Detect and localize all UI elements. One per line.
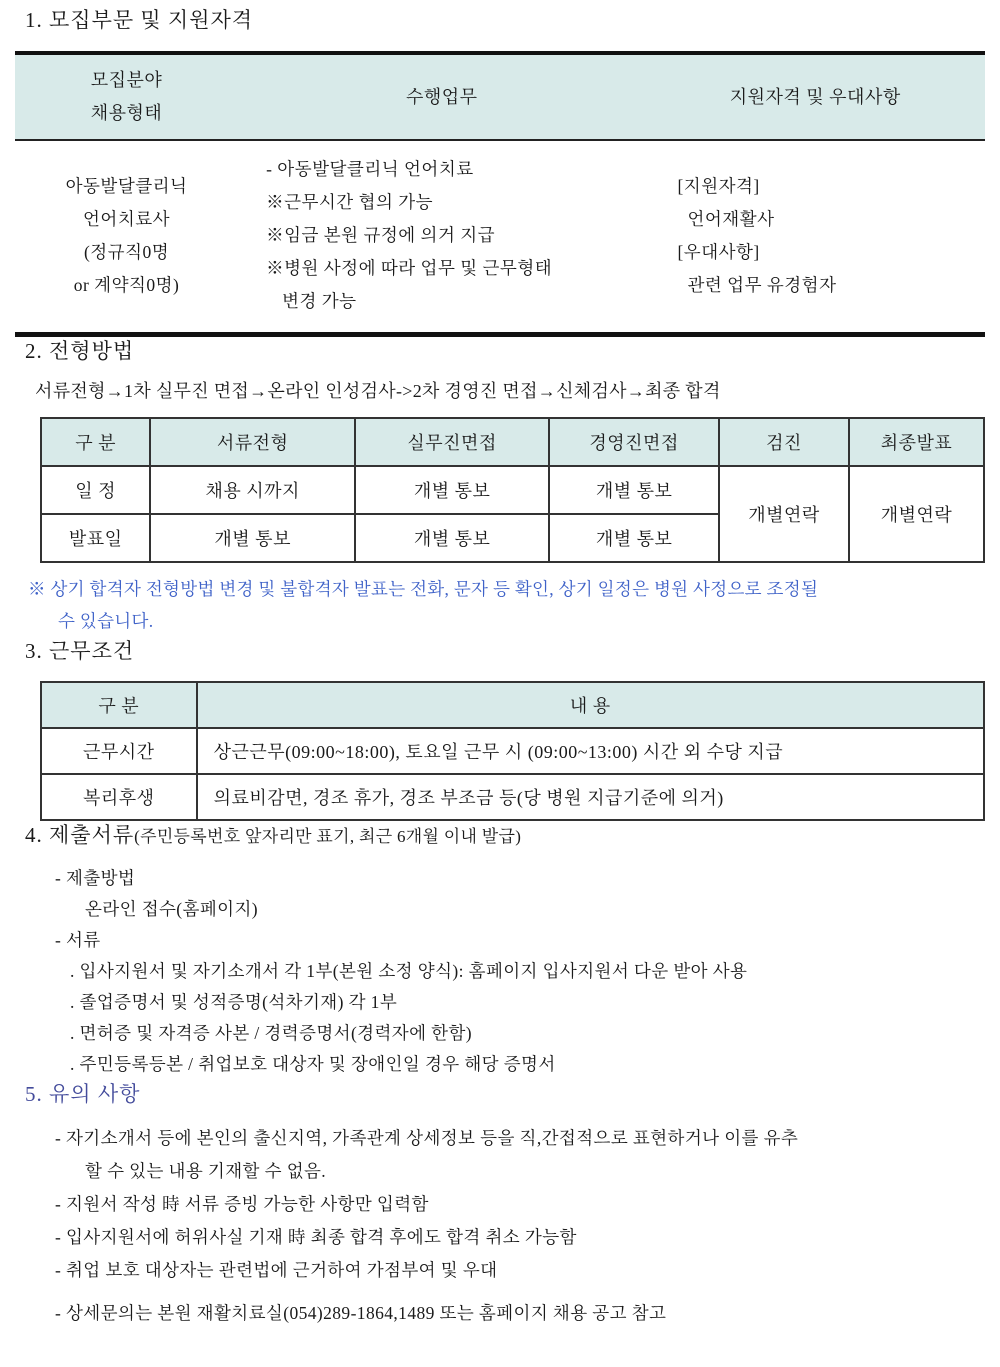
cell-line: 관련 업무 유경험자 bbox=[687, 274, 837, 295]
list-item: 온라인 접수(홈페이지) bbox=[85, 899, 258, 919]
cell-line: or 계약직0명) bbox=[73, 274, 180, 295]
list-item: - 상세문의는 본원 재활치료실(054)289-1864,1489 또는 홈페이지 채용 공고 참고 bbox=[55, 1303, 667, 1323]
col-header-content: 내 용 bbox=[197, 682, 984, 728]
header-line: 모집분야 bbox=[90, 70, 163, 90]
list-item: - 입사지원서에 허위사실 기재 時 최종 합격 후에도 합격 취소 가능함 bbox=[55, 1227, 577, 1247]
col-header-final-announcement: 최종발표 bbox=[849, 418, 984, 466]
section5-title: 5. 유의 사항 bbox=[25, 1082, 141, 1106]
list-item: . 졸업증명서 및 성적증명(석차기재) 각 1부 bbox=[70, 992, 398, 1012]
list-item: . 주민등록등본 / 취업보호 대상자 및 장애인일 경우 해당 증명서 bbox=[70, 1054, 556, 1074]
notes-list bbox=[0, 1122, 1000, 1330]
list-item: - 서류 bbox=[55, 930, 101, 950]
schedule-cell: 개별 통보 bbox=[549, 514, 719, 562]
schedule-cell: 개별 통보 bbox=[150, 514, 355, 562]
selection-schedule-table bbox=[40, 417, 985, 563]
list-item: - 취업 보호 대상자는 관련법에 근거하여 가점부여 및 우대 bbox=[55, 1260, 498, 1280]
schedule-cell-merged-checkup: 개별연락 bbox=[719, 466, 849, 562]
submission-documents-list bbox=[0, 863, 1000, 1080]
table-row-schedule bbox=[41, 466, 984, 514]
cell-line: ※병원 사정에 따라 업무 및 근무형태 bbox=[266, 258, 553, 278]
cell-line: [우대사항] bbox=[677, 241, 760, 262]
condition-label: 근무시간 bbox=[41, 728, 197, 774]
table-row-working-hours bbox=[41, 728, 984, 774]
cell-line: 언어재활사 bbox=[687, 208, 775, 229]
list-item: - 제출방법 bbox=[55, 868, 136, 888]
col-header-document-screening: 서류전형 bbox=[150, 418, 355, 466]
section3-title: 3. 근무조건 bbox=[25, 639, 135, 663]
list-item-wrap: 할 수 있는 내용 기재할 수 없음. bbox=[85, 1161, 327, 1181]
cell-duties bbox=[238, 140, 645, 335]
col-header-qualifications: 지원자격 및 우대사항 bbox=[645, 53, 985, 140]
list-item: . 면허증 및 자격증 사본 / 경력증명서(경력자에 한함) bbox=[70, 1023, 473, 1043]
table-header-row bbox=[41, 682, 984, 728]
table-row bbox=[15, 140, 985, 335]
section4-title-paren: (주민등록번호 앞자리만 표기, 최근 6개월 이내 발급) bbox=[134, 827, 522, 846]
header-line: 채용형태 bbox=[90, 103, 163, 123]
schedule-note bbox=[28, 573, 1000, 637]
list-item: - 자기소개서 등에 본인의 출신지역, 가족관계 상세정보 등을 직,간접적으로 표현하거나 이를 유추 bbox=[55, 1128, 799, 1148]
cell-line: ※임금 본원 규정에 의거 지급 bbox=[266, 225, 496, 245]
cell-line: [지원자격] bbox=[677, 175, 760, 196]
condition-content: 의료비감면, 경조 휴가, 경조 부조금 등(당 병원 지급기준에 의거) bbox=[197, 774, 984, 820]
col-header-category: 구 분 bbox=[41, 682, 197, 728]
cell-line: - 아동발달클리닉 언어치료 bbox=[266, 159, 474, 179]
schedule-cell: 개별 통보 bbox=[355, 514, 549, 562]
section2-title: 2. 전형방법 bbox=[25, 339, 135, 363]
col-header-category: 구 분 bbox=[41, 418, 150, 466]
list-item: . 입사지원서 및 자기소개서 각 1부(본원 소정 양식): 홈페이지 입사지원서 다운 받아 사용 bbox=[70, 961, 748, 981]
list-item: - 지원서 작성 時 서류 증빙 가능한 사항만 입력함 bbox=[55, 1194, 429, 1214]
table-header-row bbox=[15, 53, 985, 140]
condition-content: 상근근무(09:00~18:00), 토요일 근무 시 (09:00~13:00) 시간 외 수당 지급 bbox=[197, 728, 984, 774]
cell-qualifications bbox=[645, 140, 985, 335]
section4-title-main: 4. 제출서류 bbox=[25, 823, 135, 847]
col-header-recruit-field bbox=[15, 53, 238, 140]
col-header-staff-interview: 실무진면접 bbox=[355, 418, 549, 466]
cell-line: 변경 가능 bbox=[282, 291, 357, 311]
condition-label: 복리후생 bbox=[41, 774, 197, 820]
cell-recruit-field bbox=[15, 140, 238, 335]
col-header-checkup: 검진 bbox=[719, 418, 849, 466]
schedule-cell: 발표일 bbox=[41, 514, 150, 562]
col-header-duties: 수행업무 bbox=[238, 53, 645, 140]
col-header-executive-interview: 경영진면접 bbox=[549, 418, 719, 466]
note-line: ※ 상기 합격자 전형방법 변경 및 불합격자 발표는 전화, 문자 등 확인, 상기 일정은 병원 사정으로 조정될 bbox=[28, 579, 819, 599]
section4-title bbox=[25, 821, 1000, 851]
cell-line: (정규직0명 bbox=[83, 241, 170, 262]
schedule-cell-merged-final: 개별연락 bbox=[849, 466, 984, 562]
table-header-row bbox=[41, 418, 984, 466]
recruitment-table bbox=[15, 51, 985, 337]
cell-line: 아동발달클리닉 bbox=[65, 175, 188, 196]
table-row-welfare bbox=[41, 774, 984, 820]
schedule-cell: 채용 시까지 bbox=[150, 466, 355, 514]
cell-line: ※근무시간 협의 가능 bbox=[266, 192, 434, 212]
working-conditions-table bbox=[40, 681, 985, 821]
note-line: 수 있습니다. bbox=[58, 611, 154, 631]
schedule-cell: 개별 통보 bbox=[355, 466, 549, 514]
selection-process-flow: 서류전형→1차 실무진 면접→온라인 인성검사->2차 경영진 면접→신체검사→최종 합격 bbox=[35, 381, 721, 401]
cell-line: 언어치료사 bbox=[83, 208, 171, 229]
schedule-cell: 개별 통보 bbox=[549, 466, 719, 514]
section1-title: 1. 모집부문 및 지원자격 bbox=[25, 8, 254, 32]
schedule-cell: 일 정 bbox=[41, 466, 150, 514]
